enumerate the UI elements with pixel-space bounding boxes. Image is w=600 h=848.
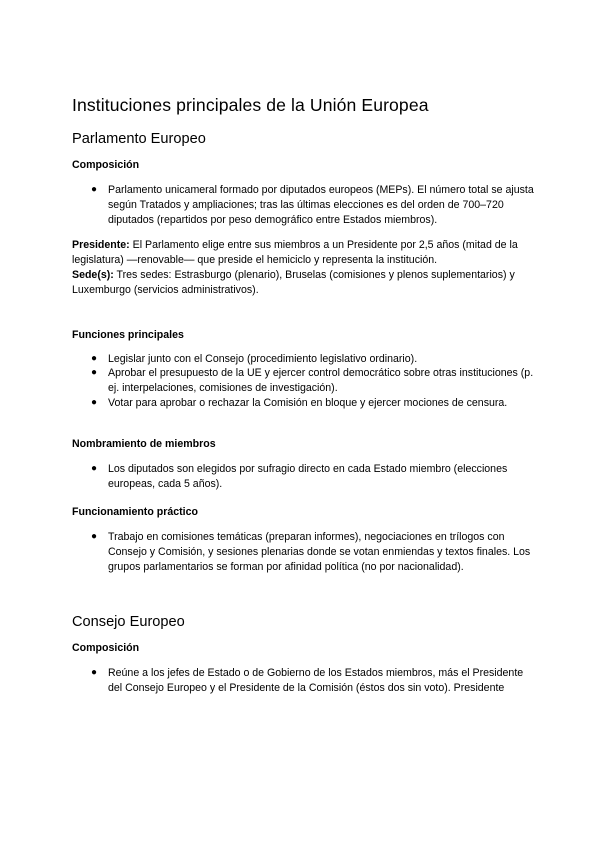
funcionamiento-list	[72, 530, 538, 574]
list-item-text: Legislar junto con el Consejo (procedimiento legislativo ordinario).	[108, 352, 418, 365]
funciones-list	[72, 352, 538, 411]
list-item-text: Trabajo en comisiones temáticas (preparan informes), negociaciones en trílogos con Consejo y Comisión, y sesiones plenarias donde se votan enmiendas y textos finales. Los grupos parlamentarios se forman por afinidad política (no por nacionalidad).	[108, 531, 531, 573]
list-item-text: Los diputados son elegidos por sufragio directo en cada Estado miembro (elecciones europeas, cada 5 años).	[108, 462, 508, 490]
list-item	[91, 183, 538, 227]
subheading-funciones: Funciones principales	[72, 328, 184, 341]
list-item-text: Reúne a los jefes de Estado o de Gobierno de los Estados miembros, más el Presidente del Consejo Europeo y el Presidente de la Comisión (éstos dos sin voto). Presidente	[108, 666, 524, 694]
presidente-paragraph	[72, 238, 538, 268]
sedes-paragraph	[72, 268, 538, 298]
list-item	[91, 396, 538, 411]
composicion-list	[72, 183, 538, 227]
sedes-label: Sede(s):	[72, 268, 114, 281]
bullet-icon: ●	[91, 462, 98, 474]
list-item	[91, 530, 538, 574]
subheading-nombramiento: Nombramiento de miembros	[72, 437, 216, 450]
document-title: Instituciones principales de la Unión Europea	[72, 95, 429, 115]
bullet-icon: ●	[91, 666, 98, 678]
list-item	[91, 462, 538, 492]
presidente-text: El Parlamento elige entre sus miembros a un Presidente por 2,5 años (mitad de la legislatura) —renovable— que preside el hemiciclo y representa la institución.	[72, 239, 518, 267]
bullet-icon: ●	[91, 396, 98, 408]
list-item-text: Parlamento unicameral formado por diputados europeos (MEPs). El número total se ajusta según Tratados y ampliaciones; tras las últimas elecciones es del orden de 700–720 diputados (repartidos por peso demográfico entre Estados miembros).	[108, 184, 534, 226]
list-item-text: Votar para aprobar o rechazar la Comisión en bloque y ejercer mociones de censura.	[108, 396, 508, 409]
subheading-funcionamiento: Funcionamiento práctico	[72, 506, 198, 519]
bullet-icon: ●	[91, 531, 98, 543]
section-heading-parlamento: Parlamento Europeo	[72, 131, 206, 147]
list-item	[91, 352, 538, 367]
subheading-composicion: Composición	[72, 159, 140, 171]
bullet-icon: ●	[91, 352, 98, 364]
bullet-icon: ●	[91, 184, 98, 195]
composicion-consejo-list	[72, 666, 538, 696]
list-item	[91, 666, 538, 696]
bullet-icon: ●	[91, 367, 98, 379]
list-item-text: Aprobar el presupuesto de la UE y ejercer control democrático sobre otras instituciones (p. ej. interpelaciones, comisiones de investigación).	[108, 367, 534, 395]
subheading-composicion-consejo: Composición	[72, 641, 140, 654]
list-item	[91, 366, 538, 396]
section-heading-consejo: Consejo Europeo	[72, 613, 185, 630]
sedes-text: Tres sedes: Estrasburgo (plenario), Bruselas (comisiones y plenos suplementarios) y Luxemburgo (servicios administrativos).	[72, 268, 515, 296]
nombramiento-list	[72, 462, 538, 492]
presidente-label: Presidente:	[72, 239, 130, 252]
